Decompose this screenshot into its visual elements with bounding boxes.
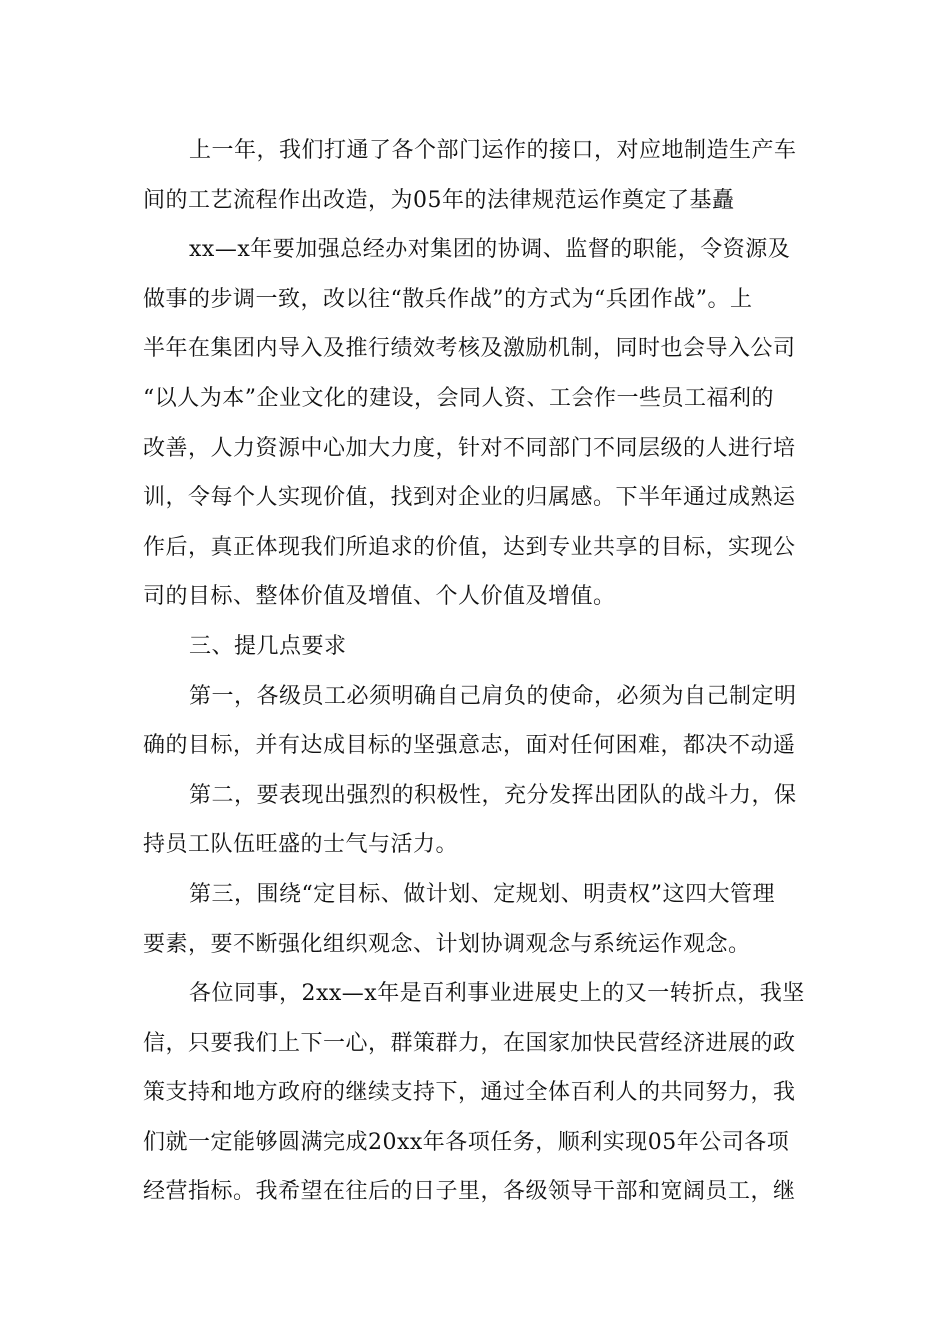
paragraph-4	[143, 672, 809, 771]
text-line: 司的目标、整体价值及增值、个人价值及增值。	[143, 584, 616, 610]
section-heading	[143, 622, 809, 672]
text-line: 做事的步调一致，改以往“散兵作战”的方式为“兵团作战”。上	[143, 286, 753, 312]
paragraph-6	[143, 870, 809, 969]
text-line: 信，只要我们上下一心，群策群力，在国家加快民营经济进展的政	[143, 1030, 796, 1056]
text-line: 上一年，我们打通了各个部门运作的接口，对应地制造生产车	[189, 138, 797, 163]
text-line: 第一，各级员工必须明确自己肩负的使命，必须为自己制定明	[189, 683, 797, 709]
text-line: 各位同事，2xx—x年是百利事业进展史上的又一转折点，我坚	[189, 981, 805, 1007]
paragraph-1	[143, 126, 809, 225]
heading-text: 三、提几点要求	[189, 633, 347, 659]
text-line: 半年在集团内导入及推行绩效考核及激励机制，同时也会导入公司	[143, 336, 796, 362]
text-line: 确的目标，并有达成目标的坚强意志，面对任何困难，都决不动遥	[143, 733, 796, 759]
text-line: 要素，要不断强化组织观念、计划协调观念与系统运作观念。	[143, 931, 751, 957]
text-line: “以人为本”企业文化的建设，会同人资、工会作一些员工福利的	[143, 385, 774, 411]
text-line: 们就一定能够圆满完成20xx年各项任务，顺利实现05年公司各项	[143, 1129, 790, 1155]
text-line: xx—x年要加强总经办对集团的协调、监督的职能，令资源及	[189, 237, 791, 263]
text-line: 间的工艺流程作出改造，为05年的法律规范运作奠定了基矗	[143, 187, 735, 213]
text-line: 第二，要表现出强烈的积极性，充分发挥出团队的战斗力，保	[189, 782, 797, 808]
text-line: 作后，真正体现我们所追求的价值，达到专业共享的目标，实现公	[143, 534, 796, 560]
paragraph-7	[143, 969, 809, 1217]
text-line: 持员工队伍旺盛的士气与活力。	[143, 832, 459, 858]
text-line: 策支持和地方政府的继续支持下，通过全体百利人的共同努力，我	[143, 1080, 796, 1106]
paragraph-2	[143, 225, 809, 622]
paragraph-5	[143, 771, 809, 870]
document-body	[143, 126, 809, 1217]
text-line: 训，令每个人实现价值，找到对企业的归属感。下半年通过成熟运	[143, 485, 796, 511]
text-line: 第三，围绕“定目标、做计划、定规划、明责权”这四大管理	[189, 881, 775, 907]
text-line: 经营指标。我希望在往后的日子里，各级领导干部和宽阔员工，继	[143, 1179, 796, 1205]
text-line: 改善，人力资源中心加大力度，针对不同部门不同层级的人进行培	[143, 435, 796, 461]
